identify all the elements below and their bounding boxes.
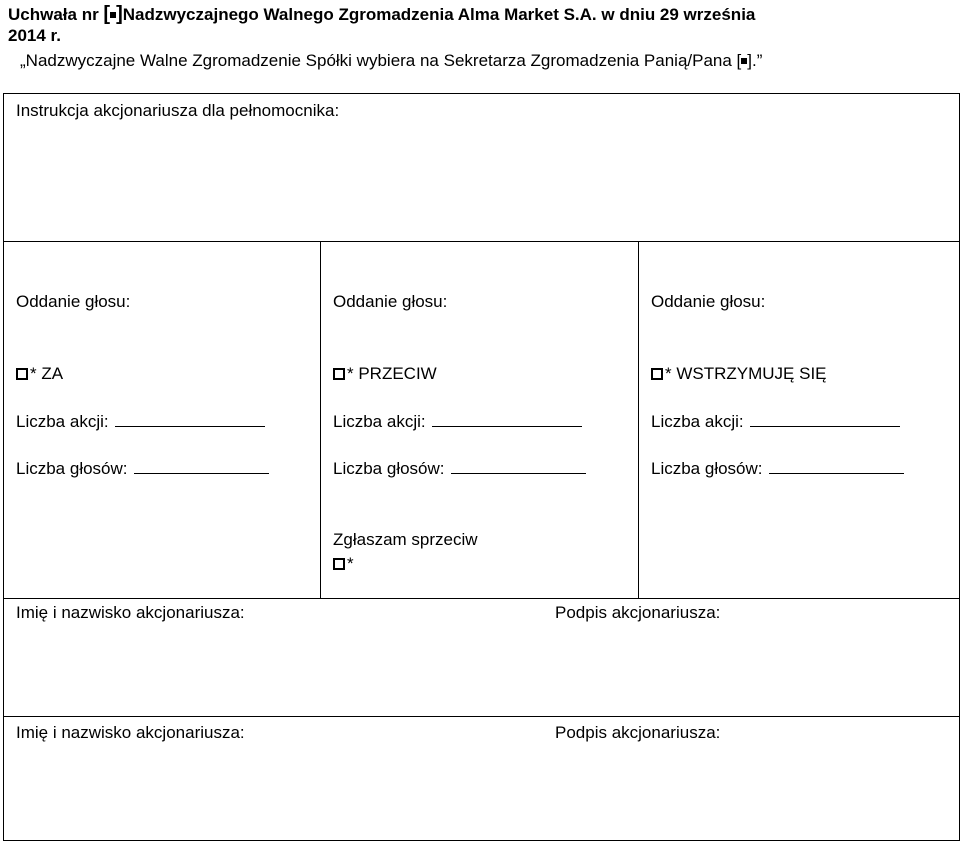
resolution-title [8, 4, 755, 25]
shareholder-name-label: Imię i nazwisko akcjonariusza: [16, 603, 245, 622]
votes-field [333, 459, 586, 479]
shareholder-signature-label: Podpis akcjonariusza: [555, 723, 721, 742]
checkbox-icon[interactable] [16, 368, 28, 380]
votes-field [651, 459, 904, 479]
votes-blank[interactable] [451, 459, 586, 474]
column-divider [320, 241, 321, 598]
vote-heading: Oddanie głosu: [333, 292, 448, 311]
resolution-text [20, 51, 762, 71]
vote-option-label: * WSTRZYMUJĘ SIĘ [665, 364, 827, 383]
vote-option-przeciw[interactable] [333, 364, 437, 384]
shareholder-name-label: Imię i nazwisko akcjonariusza: [16, 723, 245, 742]
placeholder-bracket-icon: [ ] [103, 3, 123, 25]
resolution-end: ].” [747, 51, 763, 70]
vote-option-wstrzymuje[interactable] [651, 364, 827, 384]
shares-blank[interactable] [115, 412, 265, 427]
shareholder-signature-label: Podpis akcjonariusza: [555, 603, 721, 622]
vote-option-label: * PRZECIW [347, 364, 437, 383]
vote-option-label: * ZA [30, 364, 64, 383]
resolution-date: 2014 r. [8, 26, 61, 45]
shares-label: Liczba akcji: [333, 412, 426, 431]
shares-blank[interactable] [432, 412, 582, 427]
checkbox-icon[interactable] [333, 558, 345, 570]
vote-heading: Oddanie głosu: [651, 292, 766, 311]
divider [3, 716, 960, 717]
resolution-body: „Nadzwyczajne Walne Zgromadzenie Spółki wybiera na Sekretarza Zgromadzenia Panią/Pana [ [20, 51, 742, 70]
shares-field [16, 412, 265, 432]
divider [3, 598, 960, 599]
shares-field [651, 412, 900, 432]
shares-label: Liczba akcji: [16, 412, 109, 431]
votes-blank[interactable] [769, 459, 904, 474]
objection-option[interactable] [333, 554, 354, 574]
checkbox-icon[interactable] [651, 368, 663, 380]
vote-option-za[interactable] [16, 364, 63, 384]
objection-option-label: * [347, 554, 354, 573]
votes-label: Liczba głosów: [16, 459, 128, 478]
column-divider [638, 241, 639, 598]
shares-field [333, 412, 582, 432]
votes-field [16, 459, 269, 479]
title-prefix: Uchwała nr [8, 5, 104, 24]
objection-label: Zgłaszam sprzeciw [333, 530, 478, 549]
votes-blank[interactable] [134, 459, 269, 474]
instruction-label: Instrukcja akcjonariusza dla pełnomocnika: [16, 101, 340, 120]
votes-label: Liczba głosów: [333, 459, 445, 478]
title-rest: Nadzwyczajnego Walnego Zgromadzenia Alma Market S.A. w dniu 29 września [122, 5, 756, 24]
divider [3, 241, 960, 242]
shares-blank[interactable] [750, 412, 900, 427]
votes-label: Liczba głosów: [651, 459, 763, 478]
vote-heading: Oddanie głosu: [16, 292, 131, 311]
shares-label: Liczba akcji: [651, 412, 744, 431]
checkbox-icon[interactable] [333, 368, 345, 380]
